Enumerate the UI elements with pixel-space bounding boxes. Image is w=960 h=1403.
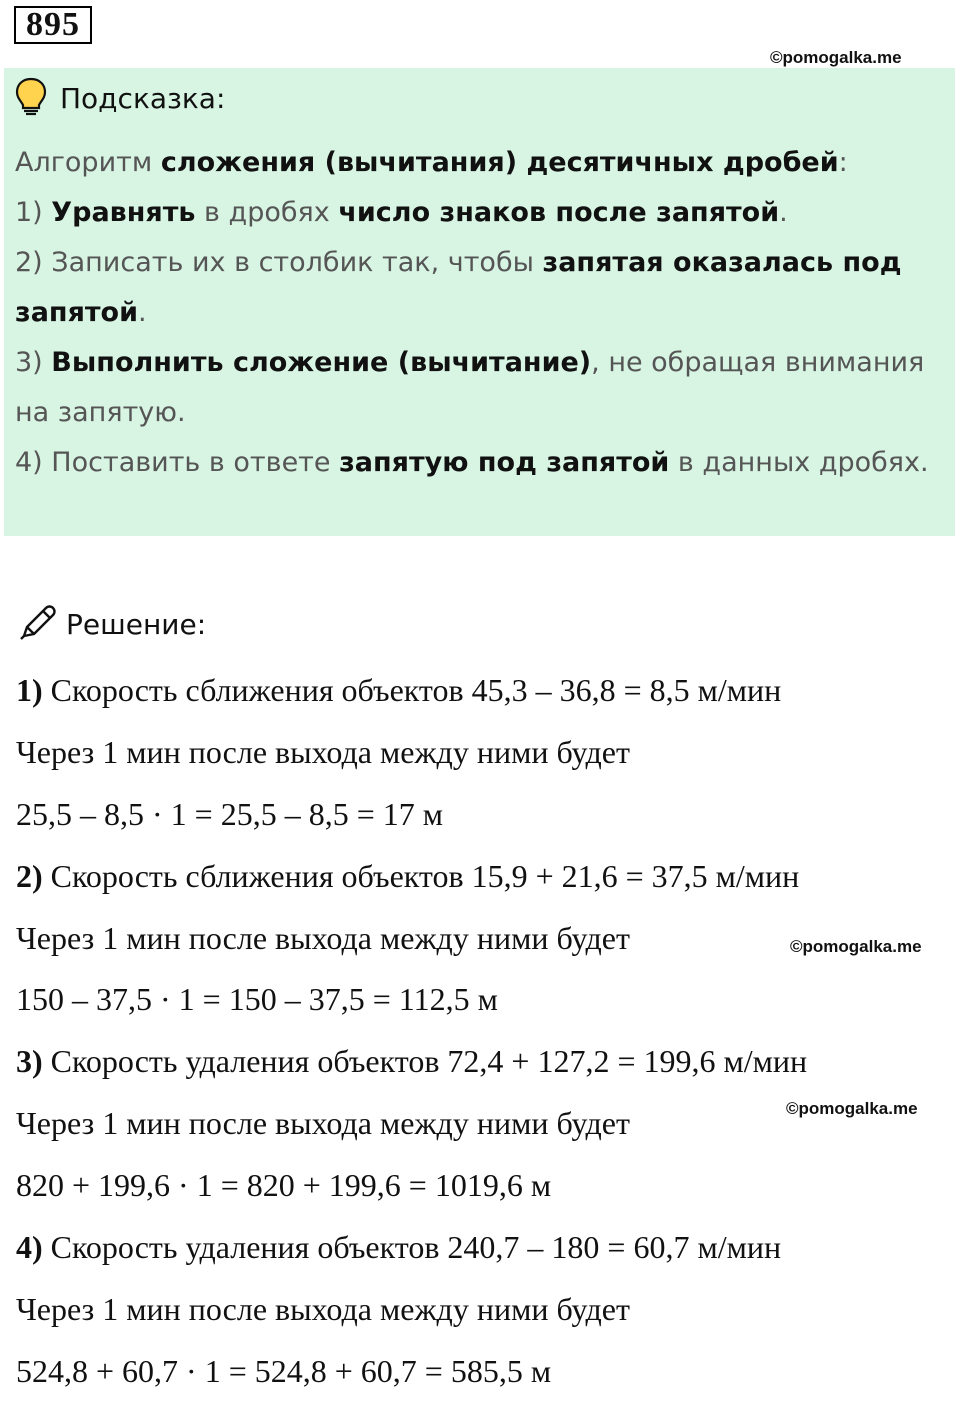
solution-2-text: Через 1 мин после выхода между ними будет: [16, 919, 630, 956]
hint-step-2-cont: запятой.: [15, 297, 147, 328]
hint-step-3: 3) Выполнить сложение (вычитание), не обращая внимания: [15, 347, 925, 378]
solution-4-calc: 524,8 + 60,7 · 1 = 524,8 + 60,7 = 585,5 м: [16, 1352, 552, 1389]
solution-4-text: Через 1 мин после выхода между ними будет: [16, 1290, 630, 1327]
hint-header: [14, 78, 225, 118]
pencil-icon: [18, 602, 58, 646]
hint-intro: Алгоритм сложения (вычитания) десятичных дробей:: [15, 147, 848, 178]
hint-step-1: 1) Уравнять в дробях число знаков после запятой.: [15, 197, 788, 228]
solution-1-text: Через 1 мин после выхода между ними будет: [16, 733, 630, 770]
solution-1-speed: 1) Скорость сближения объектов 45,3 – 36,8 = 8,5 м/мин: [16, 672, 782, 708]
hint-step-3-cont: на запятую.: [15, 397, 186, 428]
hint-text: [15, 138, 945, 488]
hint-step-2: 2) Записать их в столбик так, чтобы запятая оказалась под: [15, 247, 902, 278]
solution-2-calc: 150 – 37,5 · 1 = 150 – 37,5 = 112,5 м: [16, 981, 498, 1018]
solution-title: Решение:: [66, 607, 207, 641]
solution-2-speed: 2) Скорость сближения объектов 15,9 + 21,6 = 37,5 м/мин: [16, 857, 800, 894]
lightbulb-icon: [14, 76, 48, 120]
watermark: ©pomogalka.me: [790, 937, 922, 956]
solution-3-speed: 3) Скорость удаления объектов 72,4 + 127,2 = 199,6 м/мин: [16, 1043, 808, 1080]
solution-1-calc: 25,5 – 8,5 · 1 = 25,5 – 8,5 = 17 м: [16, 795, 443, 832]
solution-3-text: Через 1 мин после выхода между ними будет: [16, 1105, 630, 1142]
solution-body: [16, 660, 946, 1403]
problem-number: 895: [14, 6, 92, 44]
solution-4-speed: 4) Скорость удаления объектов 240,7 – 180 = 60,7 м/мин: [16, 1229, 782, 1266]
watermark: ©pomogalka.me: [770, 48, 902, 67]
solution-header: [18, 602, 206, 646]
watermark: ©pomogalka.me: [786, 1099, 918, 1118]
solution-3-calc: 820 + 199,6 · 1 = 820 + 199,6 = 1019,6 м: [16, 1167, 552, 1204]
hint-title: Подсказка:: [60, 81, 226, 115]
hint-step-4: 4) Поставить в ответе запятую под запятой в данных дробях.: [15, 447, 929, 478]
